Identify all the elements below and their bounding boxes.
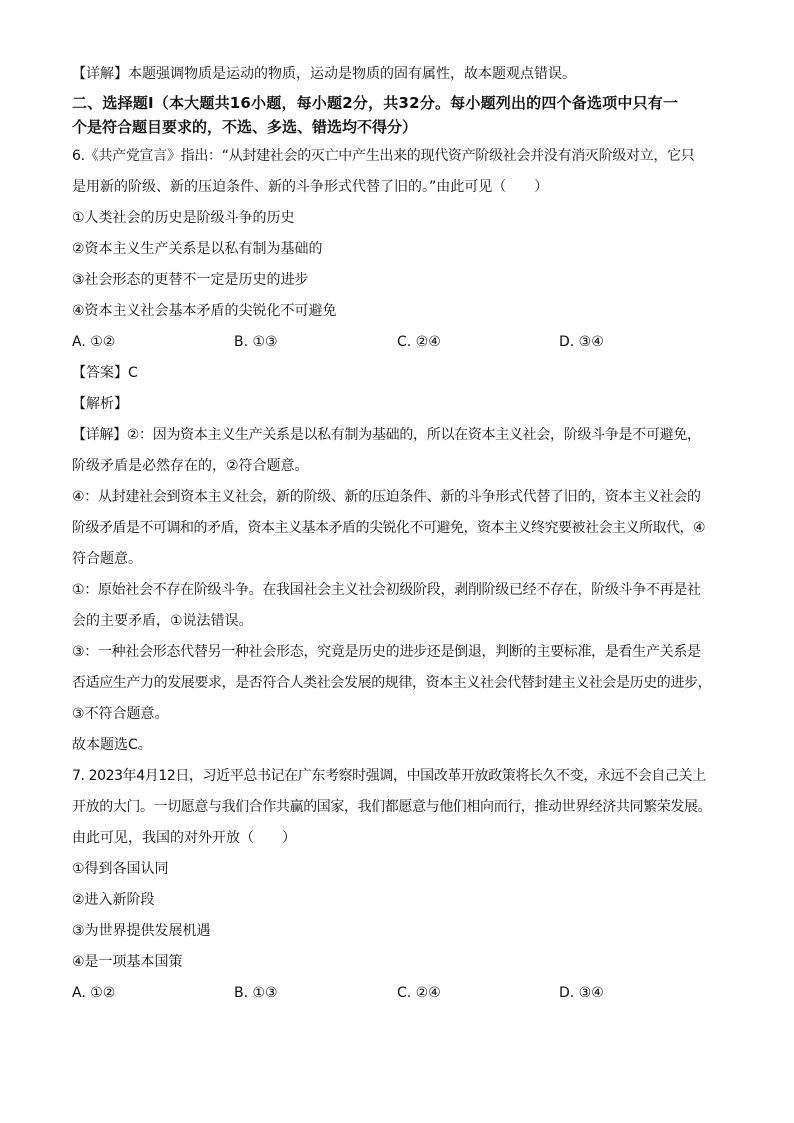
option-d: D. ③④ (559, 334, 604, 350)
question-6-stem: 6.《共产党宣言》指出：“从封建社会的灭亡中产生出来的现代资产阶级社会并没有消灭阶级对立，它只 (72, 148, 695, 164)
detail-paragraph-2-cont: 阶级矛盾是不可调和的矛盾，资本主义基本矛盾的尖锐化不可避免，资本主义终究要被社会主义所取代，④ (72, 520, 706, 536)
explanation-line: 【详解】本题强调物质是运动的物质，运动是物质的固有属性，故本题观点错误。 (72, 66, 576, 82)
detail-paragraph-4-end: ③不符合题意。 (72, 706, 169, 722)
question-6-statement-2: ②资本主义生产关系是以私有制为基础的 (72, 241, 323, 257)
question-7-statement-1: ①得到各国认同 (72, 861, 169, 877)
analysis-label: 【解析】 (72, 396, 128, 412)
detail-paragraph-1: 【详解】②：因为资本主义生产关系是以私有制为基础的，所以在资本主义社会，阶级斗争是不可避免， (72, 427, 701, 443)
question-6-statement-3: ③社会形态的更替不一定是历史的进步 (72, 272, 309, 288)
question-7-statement-2: ②进入新阶段 (72, 892, 155, 908)
detail-paragraph-3: ①：原始社会不存在阶级斗争。在我国社会主义社会初级阶段，剥削阶级已经不存在，阶级斗争不再是社 (72, 582, 701, 598)
detail-paragraph-3-cont: 会的主要矛盾，①说法错误。 (72, 613, 253, 629)
document-page (72, 60, 722, 1003)
option-c: C. ②④ (397, 985, 441, 1001)
question-7-stem-end: 由此可见，我国的对外开放（ ） (72, 830, 296, 846)
section-heading-cont: 个是符合题目要求的，不选、多选、错选均不得分） (72, 118, 418, 136)
question-6-statement-4: ④资本主义社会基本矛盾的尖锐化不可避免 (72, 303, 337, 319)
detail-paragraph-2: ④：从封建社会到资本主义社会，新的阶级、新的压迫条件、新的斗争形式代替了旧的，资本主义社会的 (72, 489, 701, 505)
option-a: A. ①② (72, 985, 116, 1001)
question-6-options (72, 332, 722, 352)
question-6-statement-1: ①人类社会的历史是阶级斗争的历史 (72, 210, 295, 226)
question-6-stem-cont: 是用新的阶级、新的压迫条件、新的斗争形式代替了旧的。”由此可见（ ） (72, 179, 549, 195)
answer-label: 【答案】C (72, 365, 138, 381)
option-a: A. ①② (72, 334, 116, 350)
option-b: B. ①③ (234, 334, 278, 350)
option-c: C. ②④ (397, 334, 441, 350)
conclusion-line: 故本题选C。 (72, 737, 152, 753)
question-7-stem: 7. 2023年4月12日，习近平总书记在广东考察时强调，中国改革开放政策将长久不变，永远不会自己关上 (72, 768, 706, 784)
detail-paragraph-4: ③：一种社会形态代替另一种社会形态，究竟是历史的进步还是倒退，判断的主要标准，是看生产关系是 (72, 644, 701, 660)
question-7-stem-cont: 开放的大门。一切愿意与我们合作共赢的国家，我们都愿意与他们相向而行，推动世界经济共同繁荣发展。 (72, 799, 712, 815)
detail-paragraph-1-cont: 阶级矛盾是必然存在的，②符合题意。 (72, 458, 309, 474)
question-7-statement-4: ④是一项基本国策 (72, 954, 183, 970)
question-7-options (72, 983, 722, 1003)
detail-paragraph-4-cont: 否适应生产力的发展要求，是否符合人类社会发展的规律，资本主义社会代替封建主义社会是历史的进步， (72, 675, 712, 691)
question-7-statement-3: ③为世界提供发展机遇 (72, 923, 211, 939)
option-b: B. ①③ (234, 985, 278, 1001)
option-d: D. ③④ (559, 985, 604, 1001)
section-heading: 二、选择题Ⅰ（本大题共16小题，每小题2分，共32分。每小题列出的四个备选项中只有一 (72, 94, 679, 112)
detail-paragraph-2-end: 符合题意。 (72, 551, 142, 567)
